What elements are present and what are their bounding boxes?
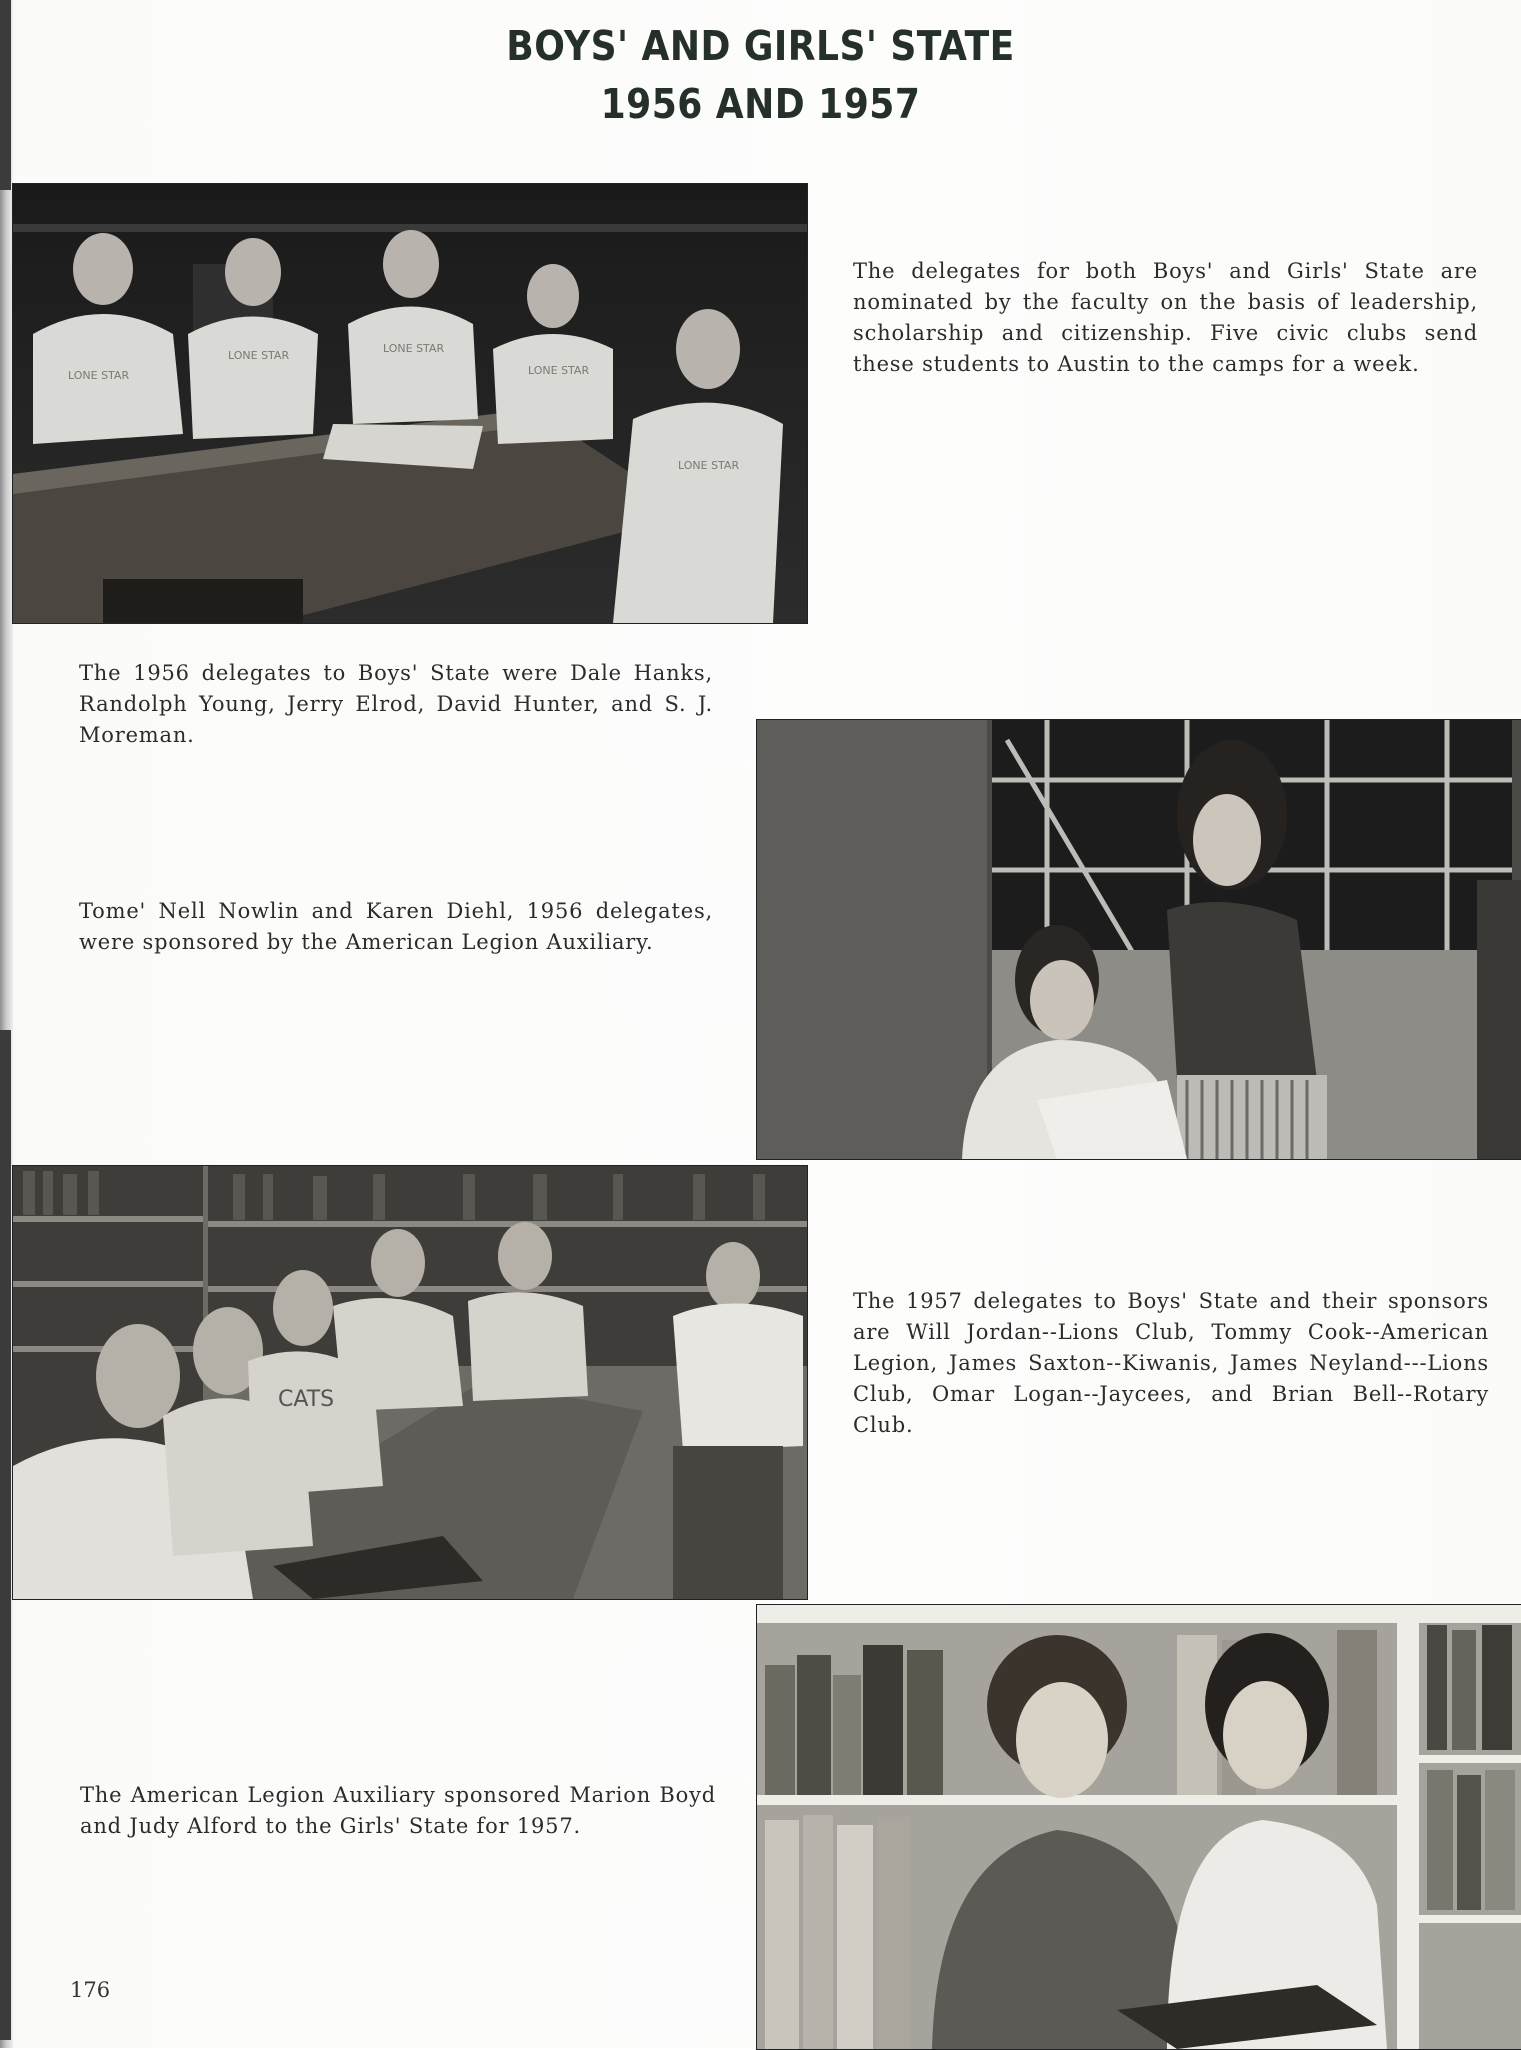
shirt-text: LONE STAR (528, 364, 590, 377)
shirt-text: LONE STAR (68, 369, 130, 382)
shirt-text: LONE STAR (228, 349, 290, 362)
page-title-line-2: 1956 AND 1957 (600, 80, 921, 128)
photo-girls-state-1957 (756, 1604, 1521, 2050)
photo-girls-state-1956 (756, 719, 1521, 1160)
photo-boys-state-1956 (12, 183, 808, 624)
shirt-text: CATS (278, 1387, 335, 1412)
shirt-text: LONE STAR (678, 459, 740, 472)
caption-boys-state-1957: The 1957 delegates to Boys' State and their sponsors are Will Jordan--Lions Club, Tommy Cook--American Legion, James Saxton--Kiwanis, James Neyland---Lions Club, Omar Logan--Jaycees, and Brian Bell--Rotary Club. (853, 1289, 1489, 1437)
spine-shadow-top (0, 0, 11, 190)
caption-girls-state-1956: Tome' Nell Nowlin and Karen Diehl, 1956 delegates, were sponsored by the American Legion Auxiliary. (79, 899, 713, 954)
caption-girls-state-1957: The American Legion Auxiliary sponsored Marion Boyd and Judy Alford to the Girls' State for 1957. (80, 1783, 716, 1838)
page-number: 176 (70, 1978, 111, 2002)
spine-shadow-bottom (0, 1030, 11, 2040)
photo-boys-state-1957 (12, 1165, 808, 1600)
page-title-line-1: BOYS' AND GIRLS' STATE (506, 22, 1015, 70)
caption-intro: The delegates for both Boys' and Girls' State are nominated by the faculty on the basis of leadership, scholarship and citizenship. Five civic clubs send these students to Austin to the camps for a week. (853, 259, 1478, 376)
shirt-text: LONE STAR (383, 342, 445, 355)
caption-boys-state-1956: The 1956 delegates to Boys' State were Dale Hanks, Randolph Young, Jerry Elrod, David Hunter, and S. J. Moreman. (79, 661, 713, 747)
